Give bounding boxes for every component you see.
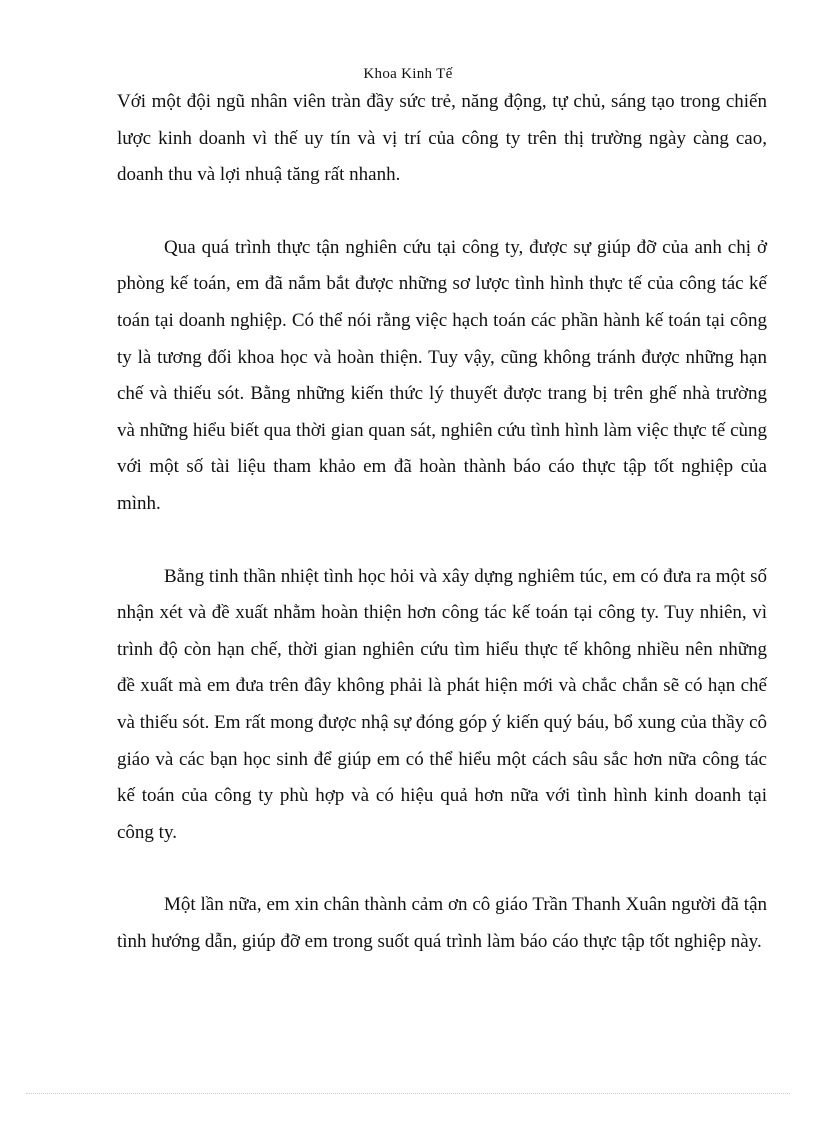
page-bottom-divider bbox=[26, 1093, 790, 1094]
paragraph-intro: Với một đội ngũ nhân viên tràn đầy sức trẻ, năng động, tự chủ, sáng tạo trong chiến lược kinh doanh vì thế uy tín và vị trí của công ty trên thị trường ngày càng cao, doanh thu và lợi nhuậ tăng rất nhanh. bbox=[117, 91, 767, 186]
paragraph-internship-process: Qua quá trình thực tận nghiên cứu tại công ty, được sự giúp đỡ của anh chị ở phòng kế toán, em đã nắm bắt được những sơ lược tình hình thực tế của công tác kế toán tại doanh nghiệp. Có thể nói rằng việc hạch toán các phần hành kế toán tại công ty là tương đối khoa học và hoàn thiện. Tuy vậy, cũng không tránh được những hạn chế và thiếu sót. Bằng những kiến thức lý thuyết được trang bị trên ghế nhà trường và những hiểu biết qua thời gian quan sát, nghiên cứu tình hình làm việc thực tế cùng với một số tài liệu tham khảo em đã hoàn thành báo cáo thực tập tốt nghiệp của mình. bbox=[117, 236, 767, 514]
document-body bbox=[117, 84, 767, 960]
paragraph-recommendations: Bằng tinh thần nhiệt tình học hỏi và xây dựng nghiêm túc, em có đưa ra một số nhận xét và đề xuất nhằm hoàn thiện hơn công tác kế toán tại công ty. Tuy nhiên, vì trình độ còn hạn chế, thời gian nghiên cứu tìm hiểu thực tế không nhiều nên những đề xuất mà em đưa trên đây không phải là phát hiện mới và chắc chắn sẽ có hạn chế và thiếu sót. Em rất mong được nhậ sự đóng góp ý kiến quý báu, bổ xung của thầy cô giáo và các bạn học sinh để giúp em có thể hiểu một cách sâu sắc hơn nữa công tác kế toán của công ty phù hợp và có hiệu quả hơn nữa với tình hình kinh doanh tại công ty. bbox=[117, 565, 767, 843]
paragraph-acknowledgement: Một lần nữa, em xin chân thành cảm ơn cô giáo Trần Thanh Xuân người đã tận tình hướng dẫn, giúp đỡ em trong suốt quá trình làm báo cáo thực tập tốt nghiệp này. bbox=[117, 894, 767, 952]
page-header: Khoa Kinh Tế bbox=[363, 66, 453, 82]
